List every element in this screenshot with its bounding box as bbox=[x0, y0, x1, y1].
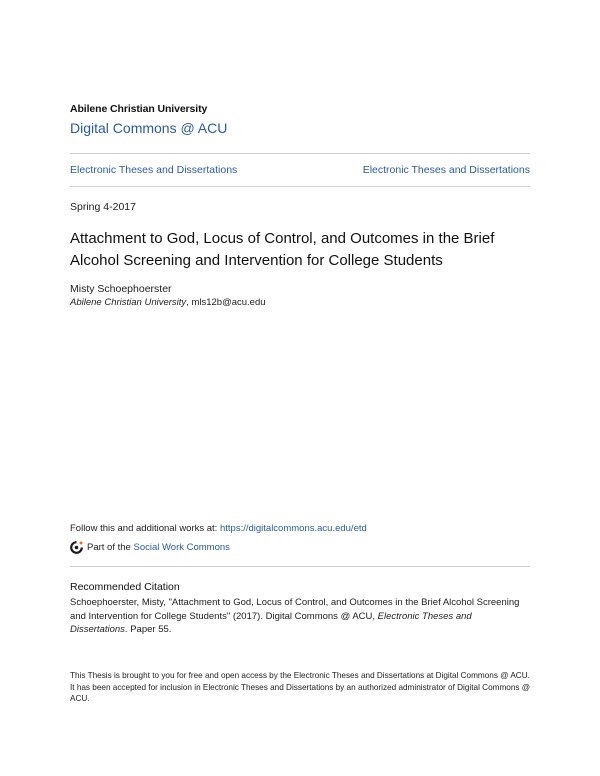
citation-start: Schoephoerster, Misty, "Attachment to God, Locus of Control, and Outcomes in the Brief Alcohol Screening and Intervention for College Students" (2017). Digital Commons @ ACU, bbox=[70, 597, 520, 622]
institution-name: Abilene Christian University bbox=[70, 103, 208, 115]
follow-text: Follow this and additional works at: bbox=[70, 523, 220, 534]
recommended-citation-heading: Recommended Citation bbox=[70, 581, 180, 593]
divider bbox=[70, 566, 530, 567]
author-institution: Abilene Christian University bbox=[70, 297, 187, 308]
access-notice: This Thesis is brought to you for free and open access by the Electronic Theses and Dissertations at Digital Commons @ ACU. It has been accepted for inclusion in Electronic Theses and Dissertations by an authorized administrator of Digital Commons @ ACU. bbox=[70, 671, 531, 703]
network-icon bbox=[70, 541, 83, 554]
author-name: Misty Schoephoerster bbox=[70, 283, 172, 295]
author-affiliation bbox=[70, 297, 266, 308]
social-work-commons-link[interactable]: Social Work Commons bbox=[133, 542, 230, 553]
divider bbox=[70, 153, 530, 154]
part-of-prefix: Part of the bbox=[87, 542, 131, 553]
series-link-left[interactable]: Electronic Theses and Dissertations bbox=[70, 164, 238, 176]
document-title: Attachment to God, Locus of Control, and Outcomes in the Brief Alcohol Screening and Intervention for College Students bbox=[70, 230, 495, 269]
author-email: , mls12b@acu.edu bbox=[186, 297, 266, 308]
repository-link[interactable]: Digital Commons @ ACU bbox=[70, 120, 228, 136]
divider bbox=[70, 186, 530, 187]
follow-line bbox=[70, 523, 367, 534]
publication-date: Spring 4-2017 bbox=[70, 201, 136, 213]
citation-text bbox=[70, 596, 530, 637]
part-of-line bbox=[70, 541, 230, 554]
citation-end: . Paper 55. bbox=[124, 624, 172, 635]
series-link-right[interactable]: Electronic Theses and Dissertations bbox=[362, 164, 530, 176]
citation-series: Electronic Theses and Dissertations bbox=[70, 610, 472, 635]
follow-url-link[interactable]: https://digitalcommons.acu.edu/etd bbox=[219, 523, 367, 534]
